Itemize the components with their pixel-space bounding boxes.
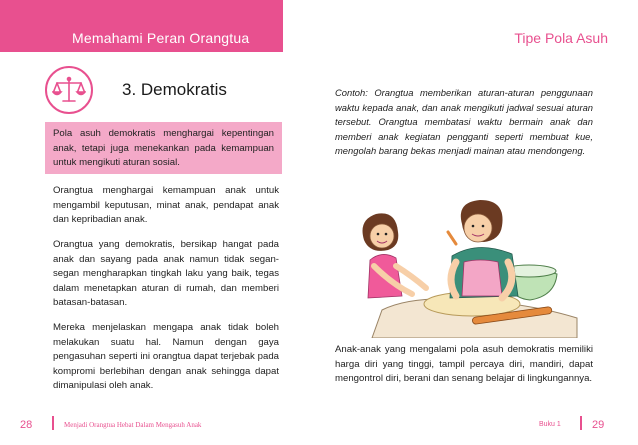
example-text: Contoh: Orangtua memberikan aturan-aturan penggunaan waktu kepada anak, dan anak mengikuti jadwal sesuai aturan tersebut. Orangtua membatasi waktu bermain anak dan memberi anak kegiatan pengganti seperti membuat kue, mengolah barang bekas menjadi mainan atau mendongeng.	[335, 87, 593, 157]
header-left-title: Memahami Peran Orangtua	[72, 30, 250, 46]
header-bar-left	[0, 0, 283, 52]
section-title: 3. Demokratis	[122, 80, 227, 99]
footer-book-title: Menjadi Orangtua Hebat Dalam Mengasuh Anak	[64, 421, 202, 429]
definition-callout: Pola asuh demokratis menghargai kepentingan anak, tetapi juga menekankan pada kemampuan untuk mengikuti aturan sosial.	[45, 122, 282, 174]
scales-icon	[52, 75, 86, 105]
page-number-right: 29	[592, 419, 605, 431]
result-text: Anak-anak yang mengalami pola asuh demokratis memiliki harga diri yang tinggi, tampil percaya diri, mandiri, dapat mengontrol diri, berani dan senang belajar di lingkungannya.	[335, 344, 593, 385]
section-icon-badge	[45, 66, 93, 114]
footer-divider-left	[52, 416, 54, 430]
paragraph-2: Orangtua yang demokratis, bersikap hangat pada anak dan sayang pada anak namun tidak segan-segan mengharapkan tingkah laku yang baik, tegas dalam menetapkan aturan di rumah, dan memberi batasan-batasan.	[53, 239, 279, 309]
paragraph-3: Mereka menjelaskan mengapa anak tidak boleh melakukan suatu hal. Namun dengan gaya pengasuhan seperti ini orangtua dapat terjebak pada kompromi berlebihan dengan anak sehingga dapat dimanipulasi oleh anak.	[53, 322, 279, 392]
page-number-left: 28	[20, 419, 33, 431]
header-right-title: Tipe Pola Asuh	[514, 30, 608, 46]
paragraph-1: Orangtua menghargai kemampuan anak untuk mengambil keputusan, minat anak, pendapat anak dan kepribadian anak.	[53, 185, 279, 226]
footer-book-label: Buku 1	[539, 421, 561, 428]
mother-child-baking-illustration	[352, 200, 582, 338]
footer-divider-right	[580, 416, 582, 430]
